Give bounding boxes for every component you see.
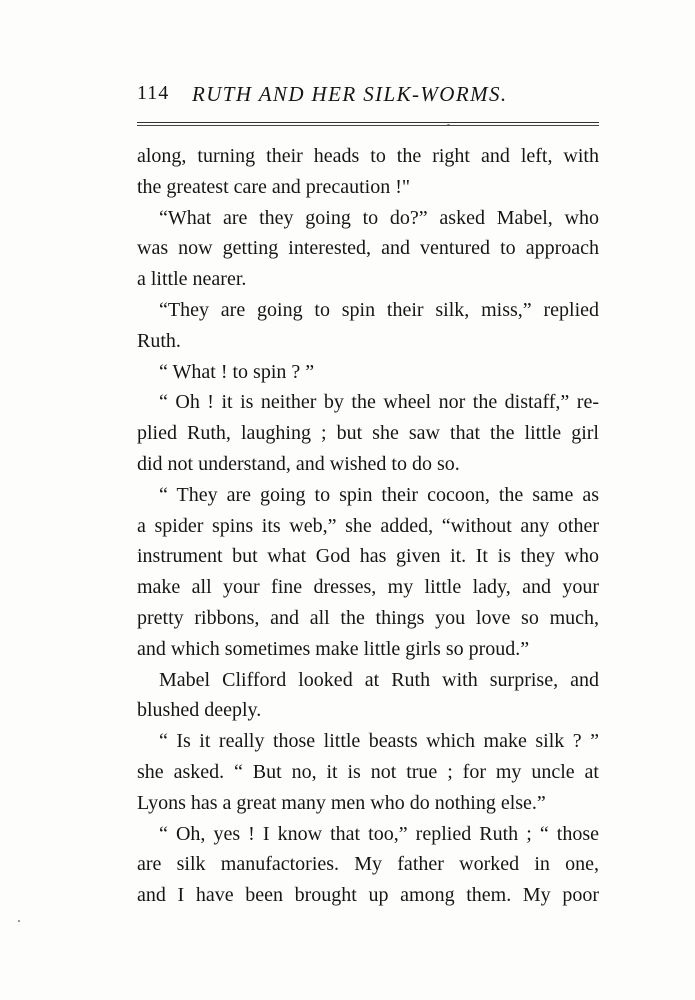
- text-line: a spider spins its web,” she added, “without any other: [137, 514, 599, 537]
- text-line: was now getting interested, and ventured to approach: [137, 237, 599, 260]
- text-line: “ What ! to spin ? ”: [159, 360, 315, 383]
- text-line: “ Oh ! it is neither by the wheel nor the distaff,” re-: [159, 391, 599, 414]
- paragraph: [137, 480, 599, 665]
- paragraph: [137, 726, 599, 818]
- page-header: [137, 78, 599, 112]
- text-line: “ Is it really those little beasts which make silk ? ”: [159, 730, 599, 753]
- text-line: “ Oh, yes ! I know that too,” replied Ruth ; “ those: [159, 822, 599, 845]
- text-line: blushed deeply.: [137, 699, 262, 722]
- paragraph: [137, 665, 599, 727]
- text-line: plied Ruth, laughing ; but she saw that the little girl: [137, 422, 599, 445]
- text-line: she asked. “ But no, it is not true ; for my uncle at: [137, 760, 599, 783]
- text-line: make all your fine dresses, my little lady, and your: [137, 576, 599, 599]
- text-line: “ They are going to spin their cocoon, the same as: [159, 483, 599, 506]
- text-line: along, turning their heads to the right and left, with: [137, 145, 599, 167]
- text-line: the greatest care and precaution !": [137, 175, 411, 198]
- text-line: instrument but what God has given it. It is they who: [137, 545, 599, 568]
- text-line: and which sometimes make little girls so proud.”: [137, 637, 530, 660]
- paragraph: [137, 295, 599, 357]
- paragraph: [137, 141, 599, 203]
- paragraph: [137, 203, 599, 295]
- page-text: [137, 141, 599, 911]
- text-line: pretty ribbons, and all the things you love so much,: [137, 606, 599, 629]
- header-rule: [137, 122, 599, 126]
- paragraph: [137, 387, 599, 479]
- page-number: 114: [137, 82, 170, 104]
- text-line: “What are they going to do?” asked Mabel, who: [159, 206, 599, 229]
- page-speck: [18, 920, 20, 922]
- text-line: Ruth.: [137, 329, 181, 352]
- paragraph: [137, 357, 599, 388]
- text-line: Lyons has a great many men who do nothing else.”: [137, 791, 546, 814]
- text-line: Mabel Clifford looked at Ruth with surprise, and: [159, 668, 599, 691]
- text-line: a little nearer.: [137, 268, 247, 291]
- text-line: did not understand, and wished to do so.: [137, 452, 460, 475]
- text-line: and I have been brought up among them. My poor: [137, 884, 599, 907]
- rule-speck: [447, 124, 450, 125]
- paragraph: [137, 819, 599, 911]
- running-title: RUTH AND HER SILK-WORMS.: [192, 82, 508, 106]
- text-line: are silk manufactories. My father worked in one,: [137, 853, 599, 876]
- text-line: “They are going to spin their silk, miss,” replied: [159, 298, 599, 321]
